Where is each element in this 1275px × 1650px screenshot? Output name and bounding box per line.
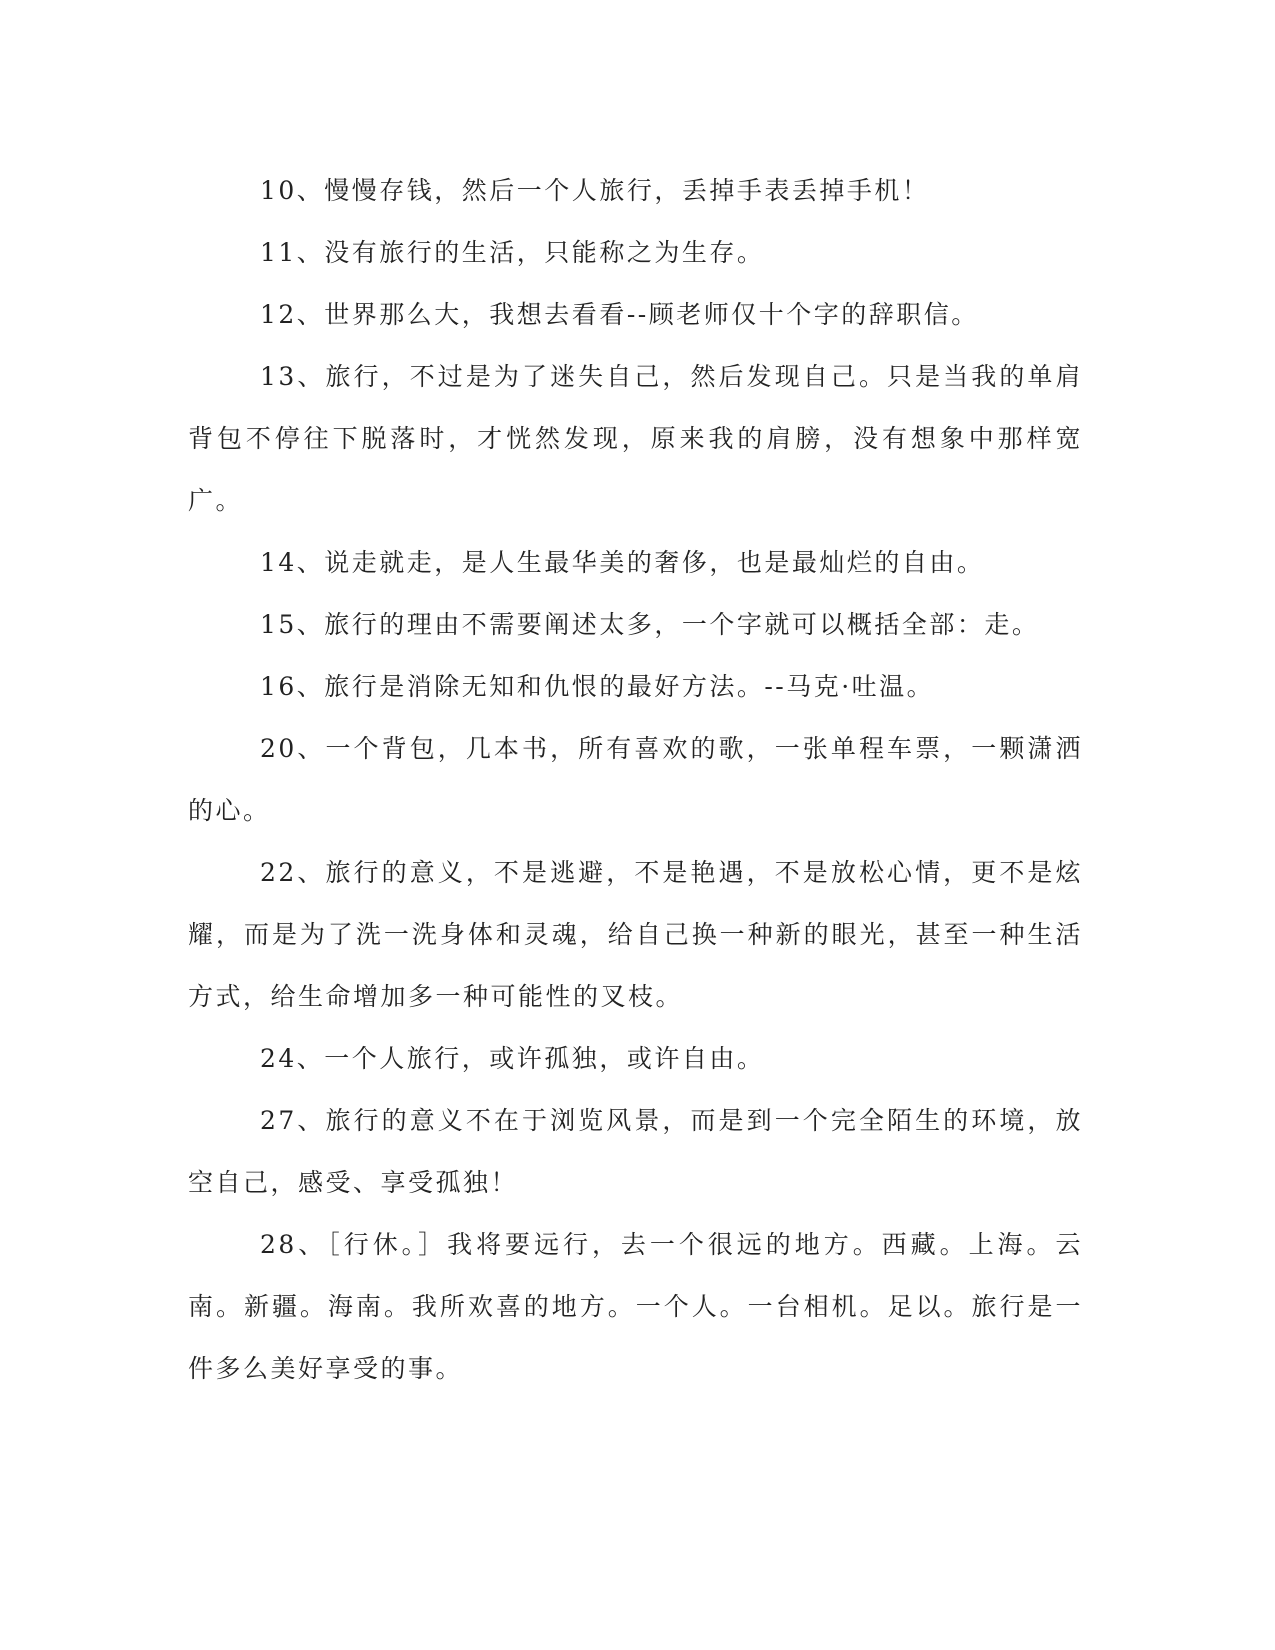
document-body — [188, 160, 1083, 1400]
quote-paragraph-13: 13、旅行，不过是为了迷失自己，然后发现自己。只是当我的单肩背包不停往下脱落时，才恍然发现，原来我的肩膀，没有想象中那样宽广。 — [188, 362, 1083, 515]
quote-paragraph-28: 28、［行休。］我将要远行，去一个很远的地方。西藏。上海。云南。新疆。海南。我所欢喜的地方。一个人。一台相机。足以。旅行是一件多么美好享受的事。 — [188, 1230, 1083, 1383]
quote-paragraph-22: 22、旅行的意义，不是逃避，不是艳遇，不是放松心情，更不是炫耀，而是为了洗一洗身体和灵魂，给自己换一种新的眼光，甚至一种生活方式，给生命增加多一种可能性的叉枝。 — [188, 858, 1083, 1011]
quote-paragraph-20: 20、一个背包，几本书，所有喜欢的歌，一张单程车票，一颗潇洒的心。 — [188, 734, 1083, 825]
quote-paragraph-10: 10、慢慢存钱，然后一个人旅行，丢掉手表丢掉手机！ — [260, 176, 930, 205]
quote-paragraph-12: 12、世界那么大，我想去看看--顾老师仅十个字的辞职信。 — [260, 300, 979, 329]
quote-paragraph-15: 15、旅行的理由不需要阐述太多，一个字就可以概括全部：走。 — [260, 610, 1040, 639]
quote-paragraph-27: 27、旅行的意义不在于浏览风景，而是到一个完全陌生的环境，放空自己，感受、享受孤独！ — [188, 1106, 1083, 1197]
quote-paragraph-14: 14、说走就走，是人生最华美的奢侈，也是最灿烂的自由。 — [260, 548, 985, 577]
quote-paragraph-16: 16、旅行是消除无知和仇恨的最好方法。--马克·吐温。 — [260, 672, 935, 701]
quote-paragraph-11: 11、没有旅行的生活，只能称之为生存。 — [260, 238, 765, 267]
quote-paragraph-24: 24、一个人旅行，或许孤独，或许自由。 — [260, 1044, 765, 1073]
